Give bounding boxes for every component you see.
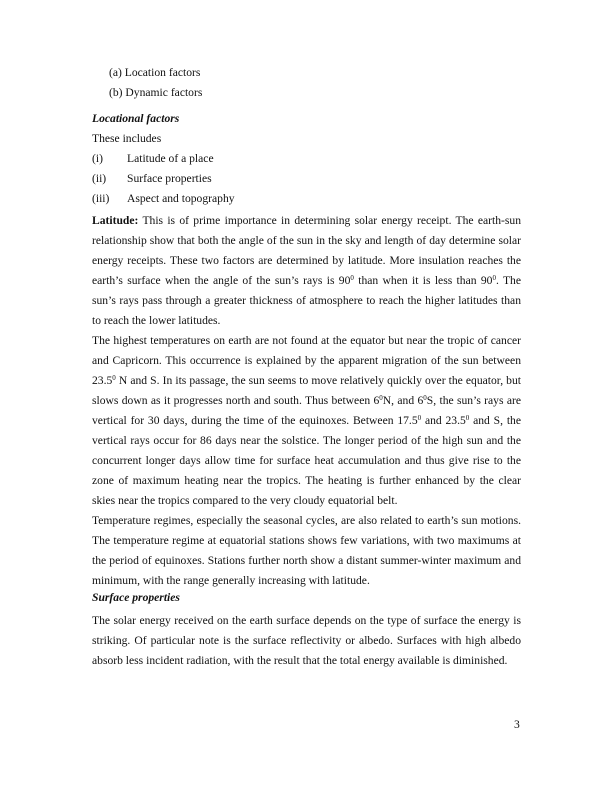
latitude-paragraph-1: Latitude: This is of prime importance in determining solar energy receipt. The earth-sun relationship show that both the angle of the sun in the sky and length of day determine solar energy receipts. These two factors are determined by latitude. More insulation reaches the earth’s surface when the angle of the sun’s rays is $90^0$ than when it is less than $90^0$. The sun’s rays pass through a greater thickness of atmosphere to reach the higher latitudes than to reach the lower latitudes. [92,214,522,327]
list-item-text: Latitude of a place [127,152,214,165]
heading-locational-factors: Locational factors [92,112,180,125]
list-item-text: Aspect and topography [127,192,235,205]
surface-paragraph: The solar energy received on the earth surface depends on the type of surface the energy is striking. Of particular note is the surface reflectivity or albedo. Surfaces with high albedo absorb less incident radiation, with the result that the total energy available is diminished. [92,614,521,667]
latitude-lead: Latitude: [92,214,139,227]
heading-surface-properties: Surface properties [92,591,180,604]
latitude-paragraph-2: The highest temperatures on earth are not found at the equator but near the tropic of cancer and Capricorn. This occurrence is explained by the apparent migration of the sun between 23.5$^0$ N and S. In its passage, the sun seems to move relatively quickly over the equator, but slows down as it progresses north and south. Thus between $6^0N$, and $6^0S$, the sun’s rays are vertical for 30 days, during the time of the equinoxes. Between 17.5$^0$ and 23.5$^0$ and S, the vertical rays occur for 86 days near the solstice. The longer period of the high sun and the concurrent longer days allow time for surface heat accumulation and thus give rise to the zone of maximum heating near the tropics. The heating is further enhanced by the clear skies near the tropics compared to the very cloudy equatorial belt. [92,334,521,507]
list-item-number: (i) [92,152,103,165]
latitude-section [92,211,521,591]
list-item [92,152,214,166]
latitude-paragraph-3: Temperature regimes, especially the seasonal cycles, are also related to earth’s sun motions. The temperature regime at equatorial stations shows few variations, with two maximums at the period of equinoxes. Stations further north show a distant summer-winter maximum and minimum, with the range generally increasing with latitude. [92,514,521,587]
list-item [92,172,212,186]
factor-item-dynamic: (b) Dynamic factors [109,86,203,99]
page-number: 3 [514,718,520,731]
list-item-number: (iii) [92,192,110,205]
locational-intro: These includes [92,132,162,145]
list-item-text: Surface properties [127,172,212,185]
list-item [92,192,235,206]
list-item-number: (ii) [92,172,107,185]
factor-item-location: (a) Location factors [109,66,201,79]
